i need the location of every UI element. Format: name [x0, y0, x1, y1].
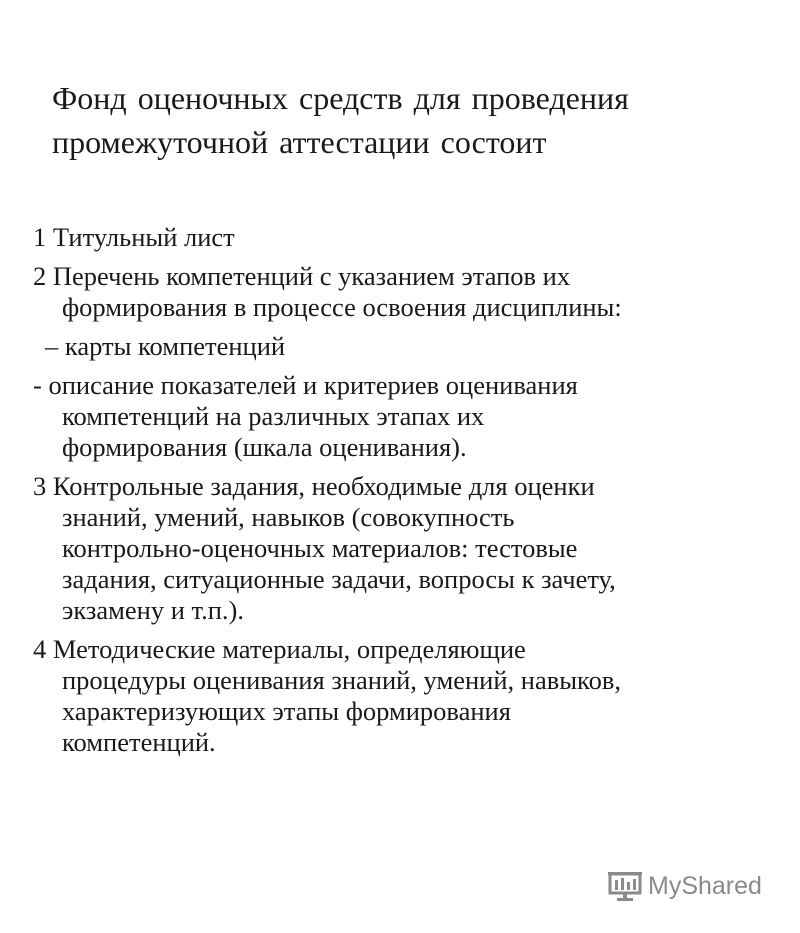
- list-item-line: - описание показателей и критериев оценивания: [33, 370, 578, 400]
- list-item-control-tasks: [33, 471, 783, 626]
- list-item-line: 1 Титульный лист: [33, 222, 235, 252]
- watermark-text: MyShared: [648, 871, 762, 900]
- content-list: [33, 222, 783, 766]
- list-item-line: 2 Перечень компетенций с указанием этапов их: [33, 261, 571, 291]
- list-item-line: контрольно-оценочных материалов: тестовые: [62, 533, 578, 563]
- list-item-line: формирования (шкала оценивания).: [62, 432, 467, 462]
- list-item-line: 3 Контрольные задания, необходимые для оценки: [33, 471, 595, 501]
- presentation-board-icon: [608, 871, 642, 901]
- list-item-line: компетенций на различных этапах их: [62, 401, 485, 431]
- list-item-competency-maps: [33, 331, 783, 362]
- slide-title-line-1: Фонд оценочных средств для проведения: [52, 80, 629, 116]
- list-item-line: процедуры оценивания знаний, умений, навыков,: [62, 665, 621, 695]
- list-item-title-page: [33, 222, 783, 253]
- list-item-line: компетенций.: [62, 727, 216, 757]
- list-item-methodical-materials: [33, 634, 783, 758]
- list-item-line: знаний, умений, навыков (совокупность: [62, 502, 515, 532]
- list-item-line: формирования в процессе освоения дисциплины:: [62, 292, 622, 322]
- list-item-line: 4 Методические материалы, определяющие: [33, 634, 526, 664]
- list-item-indicators: [33, 370, 783, 463]
- myshared-watermark: [608, 866, 762, 906]
- list-item-line: экзамену и т.п.).: [62, 595, 244, 625]
- list-item-line: задания, ситуационные задачи, вопросы к зачету,: [62, 564, 616, 594]
- list-item-line: – карты компетенций: [45, 331, 286, 361]
- list-item-competencies: [33, 261, 783, 323]
- slide-title: [52, 76, 772, 164]
- slide-title-line-2: промежуточной аттестации состоит: [52, 124, 547, 160]
- list-item-line: характеризующих этапы формирования: [62, 696, 511, 726]
